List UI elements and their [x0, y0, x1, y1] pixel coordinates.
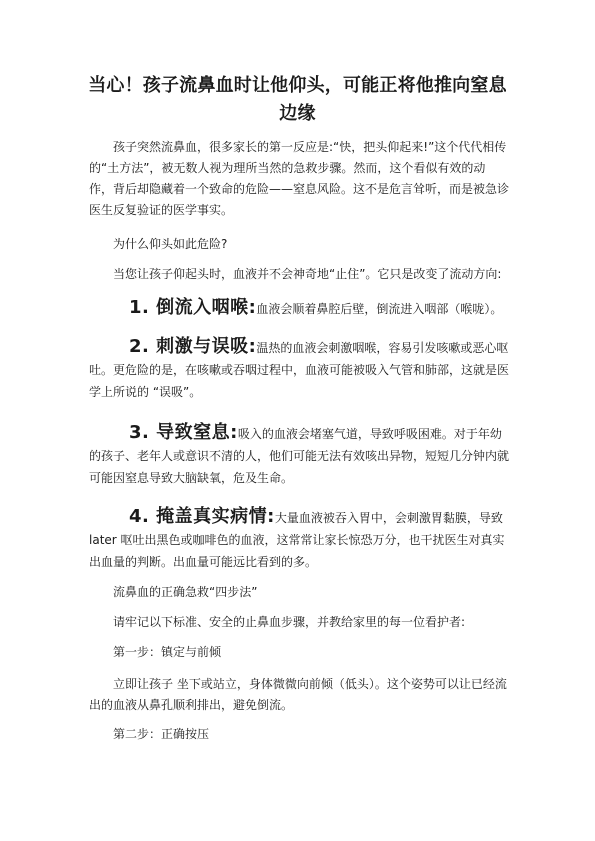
danger-item-3: [89, 422, 509, 489]
danger-item-4-body: 大量血液被吞入胃中，会刺激胃黏膜，导致 later 呕吐出黑色或咖啡色的血液，这常常让家长惊恐万分，也干扰医生对真实出血量的判断。出血量可能远比看到的多。: [89, 511, 505, 569]
step2-heading: 第二步：正确按压: [113, 727, 210, 741]
danger-item-2-head: 2. 刺激与误吸:: [129, 336, 257, 357]
step1-heading: 第一步：镇定与前倾: [113, 645, 222, 659]
danger-item-1-head: 1. 倒流入咽喉:: [129, 297, 257, 318]
danger-item-1-body: 血液会顺着鼻腔后壁，倒流进入咽部（喉咙）。: [256, 302, 503, 316]
danger-item-1: [89, 297, 509, 320]
intro-paragraph: 孩子突然流鼻血，很多家长的第一反应是:“快，把头仰起来!”这个代代相传的“土方法”，被无数人视为理所当然的急救步骤。然而，这个看似有效的动作，背后却隐藏着一个致命的危险——窒息风险。这不是危言耸听，而是被急诊医生反复验证的医学事实。: [89, 140, 510, 217]
danger-item-3-head: 3. 导致窒息:: [129, 422, 238, 443]
article-title: 当心！孩子流鼻血时让他仰头，可能正将他推向窒息边缘: [88, 75, 507, 124]
danger-item-4-head: 4. 掩盖真实病情:: [129, 506, 275, 527]
danger-item-4: [89, 506, 509, 573]
step1-body: 立即让孩子 坐下或站立，身体微微向前倾（低头）。这个姿势可以让已经流出的血液从鼻孔顺利排出，避免倒流。: [89, 677, 507, 712]
why-heading: 为什么仰头如此危险?: [113, 237, 228, 251]
danger-item-2: [89, 336, 509, 403]
why-intro: 当您让孩子仰起头时，血液并不会神奇地“止住”。它只是改变了流动方向:: [113, 267, 502, 281]
method-heading: 流鼻血的正确急救“四步法”: [113, 585, 258, 599]
method-intro: 请牢记以下标准、安全的止鼻血步骤，并教给家里的每一位看护者:: [113, 615, 466, 629]
danger-item-2-body: 温热的血液会刺激咽喉，容易引发咳嗽或恶心呕吐。更危险的是，在咳嗽或吞咽过程中，血液可能被吸入气管和肺部，这就是医学上所说的 “误吸”。: [89, 341, 510, 399]
danger-item-3-body: 吸入的血液会堵塞气道，导致呼吸困难。对于年幼的孩子、老年人或意识不清的人，他们可能无法有效咳出异物，短短几分钟内就可能因窒息导致大脑缺氧，危及生命。: [89, 427, 510, 485]
